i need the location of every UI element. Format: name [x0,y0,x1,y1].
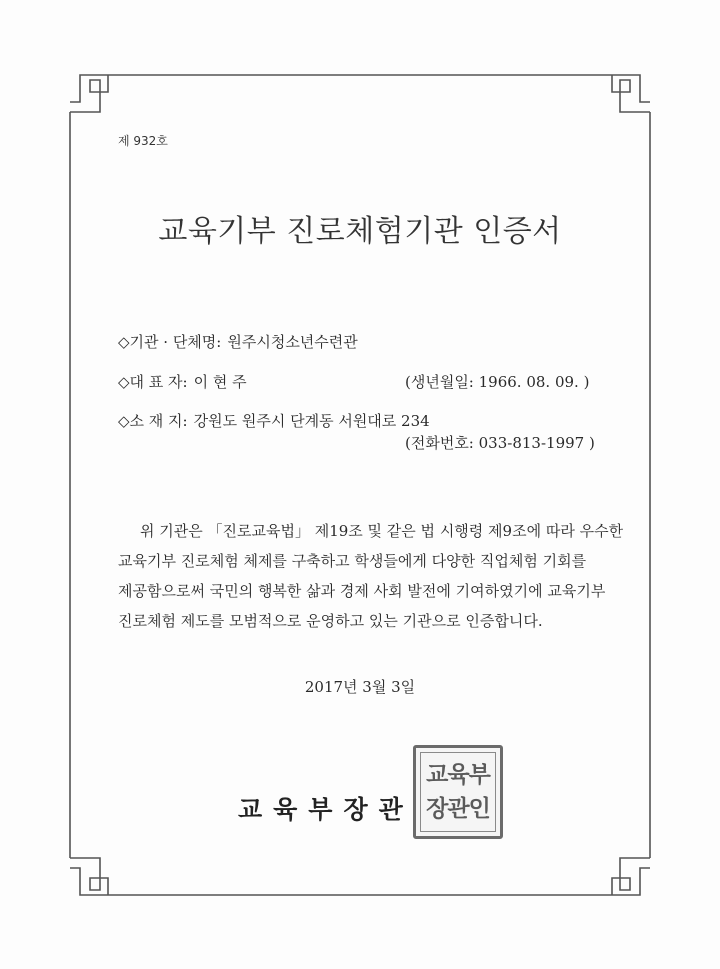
issuer-title: 교육부장관 [238,795,414,824]
certificate-title: 교육기부 진로체험기관 인증서 [158,214,562,249]
address-row [118,410,430,431]
seal-text-line-1: 교육부 [426,762,490,788]
statement-line: 위 기관은 「진로교육법」 제19조 및 같은 법 시행령 제9조에 따라 우수한 [140,522,624,540]
address-value: 강원도 원주시 단계동 서원대로 234 [193,412,430,430]
certificate-number: 제 932호 [118,134,168,148]
representative-label: ◇대 표 자: [118,373,188,391]
birthdate: (생년월일: 1966. 08. 09. ) [405,373,590,391]
org-name-value: 원주시청소년수련관 [227,333,358,351]
org-name-row [118,331,358,352]
issue-date: 2017년 3월 3일 [304,678,416,696]
official-seal [413,745,503,839]
statement-line: 교육기부 진로체험 체제를 구축하고 학생들에게 다양한 직업체험 기회를 [118,552,587,570]
representative-value: 이 현 주 [193,373,247,391]
statement-line: 진로체험 제도를 모범적으로 운영하고 있는 기관으로 인증합니다. [118,612,543,630]
address-label: ◇소 재 지: [118,412,188,430]
phone-number: (전화번호: 033-813-1997 ) [405,434,595,452]
org-name-label: ◇기관 · 단체명: [118,333,222,351]
seal-inner-frame [420,752,496,832]
statement-line: 제공함으로써 국민의 행복한 삶과 경제 사회 발전에 기여하였기에 교육기부 [118,582,606,600]
representative-row [118,371,247,392]
certification-statement [118,516,624,636]
seal-text-line-2: 장관인 [426,796,490,822]
